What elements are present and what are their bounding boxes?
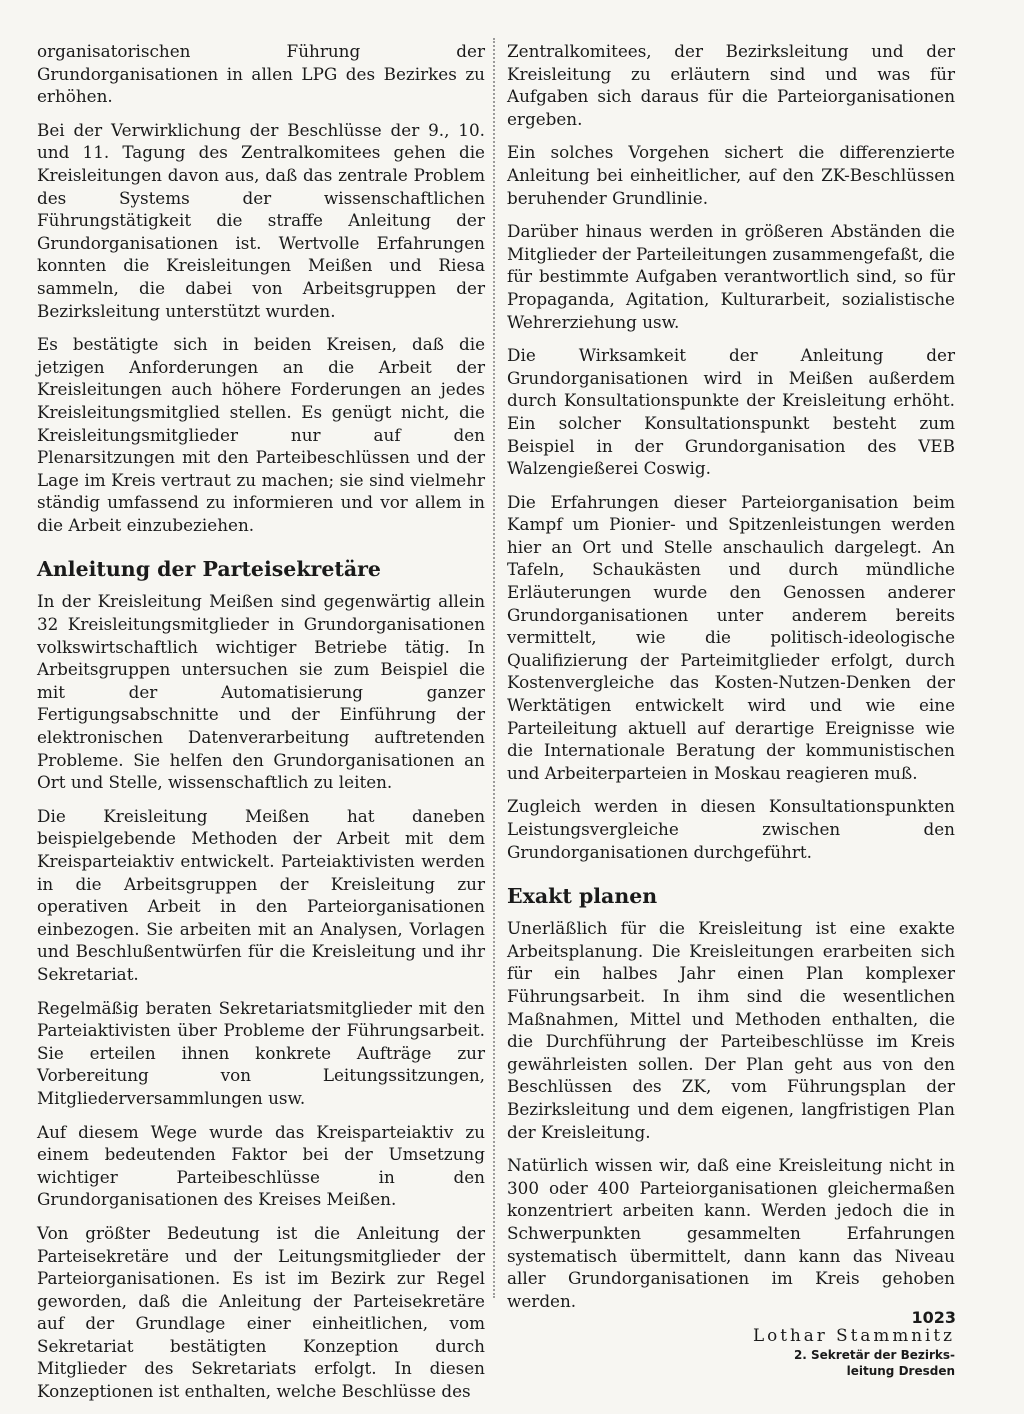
column-divider	[493, 38, 495, 1298]
signature-block	[507, 1323, 955, 1379]
section-heading: Exakt planen	[507, 884, 658, 909]
paragraph: Auf diesem Wege wurde das Kreisparteiaktiv zu einem bedeutenden Faktor bei der Umsetzung wichtiger Parteibeschlüsse in den Grundorganisationen des Kreises Meißen.	[37, 1121, 485, 1210]
paragraph: Zentralkomitees, der Bezirksleitung und der Kreisleitung zu erläutern sind und was für Aufgaben sich daraus für die Parteiorganisationen ergeben.	[507, 41, 955, 129]
paragraph: Die Kreisleitung Meißen hat daneben beispielgebende Methoden der Arbeit mit dem Kreisparteiaktiv entwickelt. Parteiaktivisten werden in die Arbeitsgruppen der Kreisleitung zur operativen Arbeit in den Parteiorganisationen einbezogen. Sie arbeiten mit an Analysen, Vorlagen und Beschlußentwürfen für die Kreisleitung und ihr Sekretariat.	[37, 805, 485, 984]
author-name: Lothar Stammnitz	[753, 1325, 955, 1346]
paragraph: Es bestätigte sich in beiden Kreisen, daß die jetzigen Anforderungen an die Arbeit der Kreisleitungen auch höhere Forderungen an jedes Kreisleitungsmitglied stellen. Es genügt nicht, die Kreisleitungsmitglieder nur auf den Plenarsitzungen mit den Parteibeschlüssen und der Lage im Kreis vertraut zu machen; sie sind vielmehr ständig umfassend zu informieren und vor allem in die Arbeit einzubeziehen.	[37, 334, 485, 535]
paragraph: Die Wirksamkeit der Anleitung der Grundorganisationen wird in Meißen außerdem durch Konsultationspunkte der Kreisleitung erhöht. Ein solcher Konsultationspunkt besteht zum Beispiel in der Grundorganisation des VEB Walzengießerei Coswig.	[507, 345, 955, 479]
right-column	[507, 40, 955, 1379]
paragraph: Natürlich wissen wir, daß eine Kreisleitung nicht in 300 oder 400 Parteiorganisationen gleichermaßen konzentriert arbeiten kann. Werden jedoch die in Schwerpunkten gesammelten Erfahrungen systematisch übermittelt, dann kann das Niveau aller Grundorganisationen im Kreis gehoben werden.	[507, 1155, 955, 1311]
paragraph: Ein solches Vorgehen sichert die differenzierte Anleitung bei einheitlicher, auf den ZK-Beschlüssen beruhender Grundlinie.	[507, 142, 955, 208]
author-role-line-1: 2. Sekretär der Bezirks-	[793, 1348, 955, 1363]
paragraph: Regelmäßig beraten Sekretariatsmitglieder mit den Parteiaktivisten über Probleme der Führungsarbeit. Sie erteilen ihnen konkrete Aufträge zur Vorbereitung von Leitungssitzungen, Mitgliederversammlungen usw.	[37, 997, 485, 1108]
paragraph: Unerläßlich für die Kreisleitung ist eine exakte Arbeitsplanung. Die Kreisleitungen erarbeiten sich für ein halbes Jahr einen Plan komplexer Führungsarbeit. In ihm sind die wesentlichen Maßnahmen, Mittel und Methoden enthalten, die die Durchführung der Parteibeschlüsse im Kreis gewährleisten sollen. Der Plan geht aus von den Beschlüssen des ZK, vom Führungsplan der Bezirksleitung und dem eigenen, langfristigen Plan der Kreisleitung.	[507, 918, 955, 1142]
author-role-line-2: leitung Dresden	[846, 1364, 955, 1379]
page-number: 1023	[911, 1308, 956, 1327]
paragraph: Bei der Verwirklichung der Beschlüsse der 9., 10. und 11. Tagung des Zentralkomitees gehen die Kreisleitungen davon aus, daß das zentrale Problem des Systems der wissenschaftlichen Führungstätigkeit die straffe Anleitung der Grundorganisationen ist. Wertvolle Erfahrungen konnten die Kreisleitungen Meißen und Riesa sammeln, die dabei von Arbeitsgruppen der Bezirksleitung unterstützt wurden.	[37, 119, 485, 321]
paragraph: Von größter Bedeutung ist die Anleitung der Parteisekretäre und der Leitungsmitglieder der Parteiorganisationen. Es ist im Bezirk zur Regel geworden, daß die Anleitung der Parteisekretäre auf der Grundlage einer einheitlichen, vom Sekretariat bestätigten Konzeption durch Mitglieder des Sekretariats erfolgt. In diesen Konzeptionen ist enthalten, welche Beschlüsse des	[37, 1222, 485, 1402]
paragraph: Zugleich werden in diesen Konsultationspunkten Leistungsvergleiche zwischen den Grundorganisationen durchgeführt.	[507, 796, 955, 862]
paragraph: Die Erfahrungen dieser Parteiorganisation beim Kampf um Pionier- und Spitzenleistungen werden hier an Ort und Stelle anschaulich dargelegt. An Tafeln, Schaukästen und durch mündliche Erläuterungen wurde den Genossen anderer Grundorganisationen unter anderem bereits vermittelt, wie die politisch-ideologische Qualifizierung der Parteimitglieder erfolgt, durch Kostenvergleiche das Kosten-Nutzen-Denken der Werktätigen entwickelt wird und wie eine Parteileitung aktuell auf derartige Ereignisse wie die Internationale Beratung der kommunistischen und Arbeiterparteien in Moskau reagieren muß.	[507, 491, 955, 783]
paragraph: Darüber hinaus werden in größeren Abständen die Mitglieder der Parteileitungen zusammengefaßt, die für bestimmte Aufgaben verantwortlich sind, so für Propaganda, Agitation, Kulturarbeit, sozialistische Wehrerziehung usw.	[507, 221, 955, 332]
paragraph: organisatorischen Führung der Grundorganisationen in allen LPG des Bezirkes zu erhöhen.	[37, 41, 485, 107]
section-heading: Anleitung der Parteisekretäre	[37, 557, 381, 582]
left-column	[37, 40, 485, 1414]
paragraph: In der Kreisleitung Meißen sind gegenwärtig allein 32 Kreisleitungsmitglieder in Grundorganisationen volkswirtschaftlich wichtiger Betriebe tätig. In Arbeitsgruppen untersuchen sie zum Beispiel die mit der Automatisierung ganzer Fertigungsabschnitte und der Einführung der elektronischen Datenverarbeitung auftretenden Probleme. Sie helfen den Grundorganisationen an Ort und Stelle, wissenschaftlich zu leiten.	[37, 591, 485, 793]
